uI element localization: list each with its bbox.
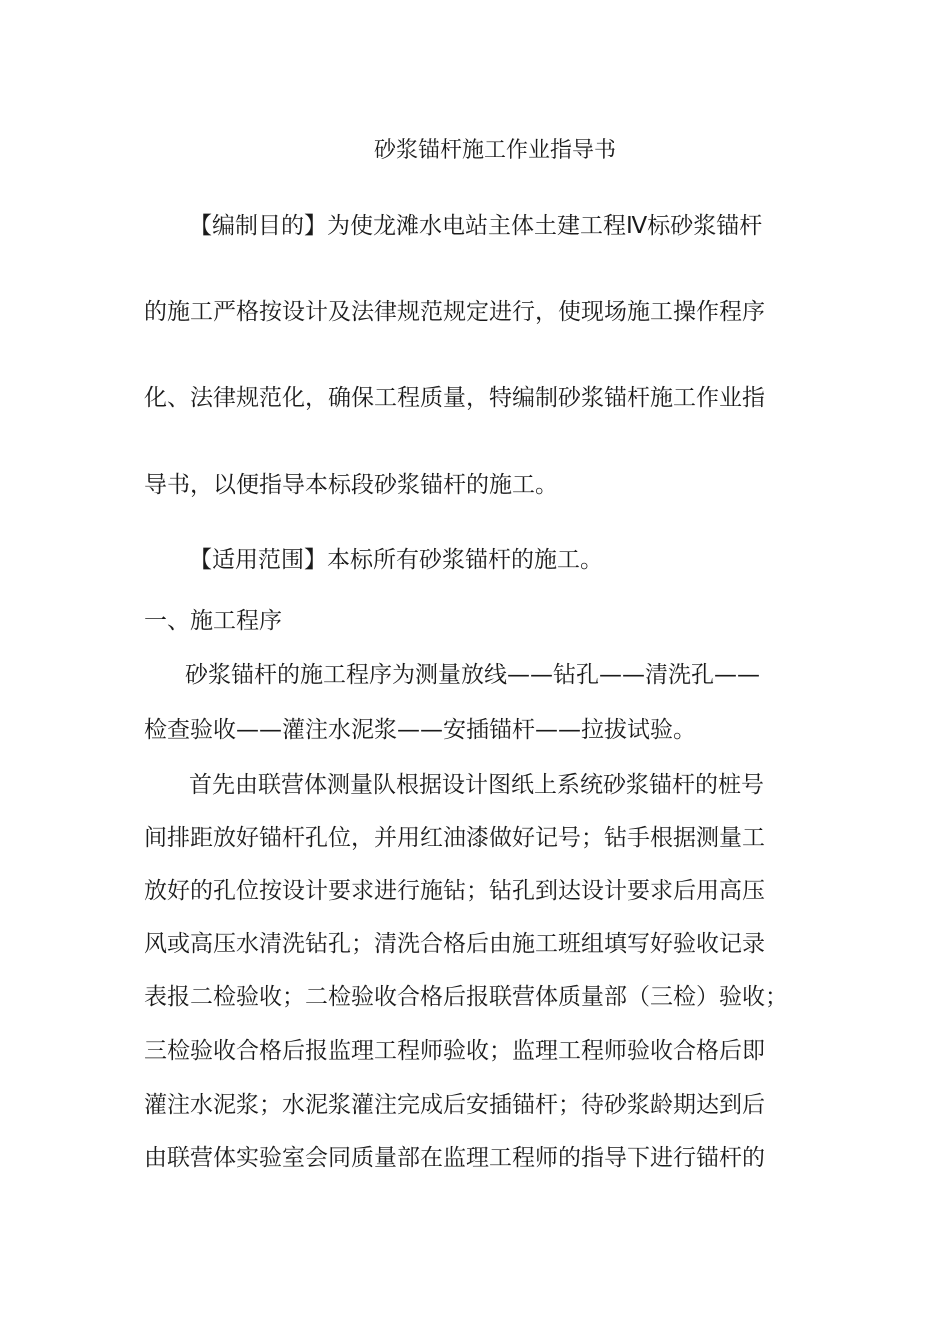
section-heading: 一、施工程序	[144, 608, 282, 634]
procedure-line: 砂浆锚杆的施工程序为测量放线——钻孔——清洗孔——	[185, 662, 760, 688]
detail-line: 放好的孔位按设计要求进行施钻；钻孔到达设计要求后用高压	[144, 878, 765, 904]
detail-line: 表报二检验收；二检验收合格后报联营体质量部（三检）验收；	[144, 984, 788, 1010]
purpose-line: 【编制目的】为使龙滩水电站主体土建工程Ⅳ标砂浆锚杆	[189, 213, 763, 239]
detail-line: 间排距放好锚杆孔位，并用红油漆做好记号；钻手根据测量工	[144, 825, 765, 851]
scope-line: 【适用范围】本标所有砂浆锚杆的施工。	[189, 547, 603, 573]
detail-line: 首先由联营体测量队根据设计图纸上系统砂浆锚杆的桩号	[189, 772, 764, 798]
procedure-line: 检查验收——灌注水泥浆——安插锚杆——拉拔试验。	[144, 717, 696, 743]
purpose-line: 导书，以便指导本标段砂浆锚杆的施工。	[144, 472, 558, 498]
detail-line: 三检验收合格后报监理工程师验收；监理工程师验收合格后即	[144, 1038, 765, 1064]
document-title: 砂浆锚杆施工作业指导书	[373, 138, 616, 163]
detail-line: 由联营体实验室会同质量部在监理工程师的指导下进行锚杆的	[144, 1145, 765, 1171]
purpose-line: 的施工严格按设计及法律规范规定进行，使现场施工操作程序	[144, 299, 765, 325]
detail-line: 风或高压水清洗钻孔；清洗合格后由施工班组填写好验收记录	[144, 931, 765, 957]
purpose-line: 化、法律规范化，确保工程质量，特编制砂浆锚杆施工作业指	[144, 385, 765, 411]
detail-line: 灌注水泥浆；水泥浆灌注完成后安插锚杆；待砂浆龄期达到后	[144, 1092, 765, 1118]
